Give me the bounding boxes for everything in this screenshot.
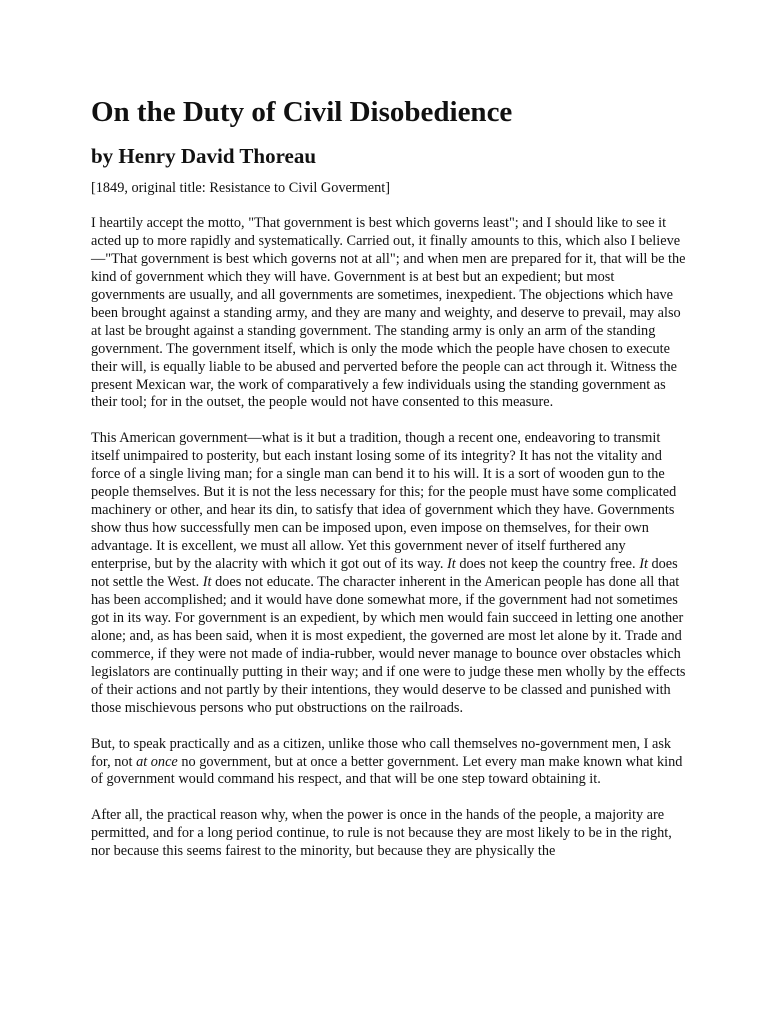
publication-note: [1849, original title: Resistance to Civil Goverment] — [91, 180, 390, 196]
paragraph-2-text-c: does not settle the West. — [91, 556, 678, 590]
paragraph-1: I heartily accept the motto, "That government is best which governs least"; and I should like to see it acted up to more rapidly and systematically. Carried out, it finally amounts to this, which also I believe—"That government is best which governs not at all"; and when men are prepared for it, that will be the kind of government which they will have. Government is at best but an expedient; but most governments are usually, and all governments are sometimes, inexpedient. The objections which have been brought against a standing army, and they are many and weighty, and deserve to prevail, may also at last be brought against a standing government. The standing army is only an arm of the standing government. The government itself, which is only the mode which the people have chosen to execute their will, is equally liable to be abused and perverted before the people can act through it. Witness the present Mexican war, the work of comparatively a few individuals using the standing government as their tool; for in the outset, the people would not have consented to this measure. — [91, 214, 686, 411]
paragraph-4: After all, the practical reason why, when the power is once in the hands of the people, a majority are permitted, and for a long period continue, to rule is not because they are most likely to be in the right, nor because this seems fairest to the minority, but because they are physically the — [91, 807, 672, 860]
paragraph-2 — [91, 430, 687, 717]
document-byline: by Henry David Thoreau — [91, 144, 317, 168]
paragraph-2-text-a: This American government—what is it but a tradition, though a recent one, endeavoring to transmit itself unimpaired to posterity, but each instant losing some of its integrity? It has not the vitality and force of a single living man; for a single man can bend it to his will. It is a sort of wooden gun to the people themselves. But it is not the less necessary for this; for the people must have some complicated machinery or other, and hear its din, to satisfy that idea of government which they have. Governments show thus how successfully men can be imposed upon, even impose on themselves, for their own advantage. It is excellent, we must all allow. Yet this government never of itself furthered any enterprise, but by the alacrity with which it got out of its way. — [91, 430, 677, 573]
paragraph-2-text-d: does not educate. The character inherent in the American people has done all that has been accomplished; and it would have done somewhat more, if the government had not sometimes got in its way. For government is an expedient, by which men would fain succeed in letting one another alone; and, as has been said, when it is most expedient, the governed are most let alone by it. Trade and commerce, if they were not made of india-rubber, would never manage to bounce over obstacles which legislators are continually putting in their way; and if one were to judge these men wholly by the effects of their actions and not partly by their intentions, they would deserve to be classed and punished with those mischievous persons who put obstructions on the railroads. — [91, 574, 686, 716]
paragraph-2-emphasis-2: It — [639, 556, 648, 573]
document-title: On the Duty of Civil Disobedience — [91, 96, 513, 128]
paragraph-3-text-a: But, to speak practically and as a citizen, unlike those who call themselves no-government men, I ask for, not — [91, 735, 672, 770]
paragraph-2-emphasis-3: It — [202, 574, 212, 590]
paragraph-3-text-b: no government, but at once a better government. Let every man make known what kind of government would command his respect, and that will be one step toward obtaining it. — [91, 753, 683, 788]
paragraph-3-emphasis: at once — [136, 753, 178, 770]
paragraph-3 — [91, 736, 687, 790]
paragraph-2-emphasis-1: It — [447, 556, 456, 573]
paragraph-2-text-b: does not keep the country free. — [459, 556, 636, 573]
document-page — [91, 94, 687, 879]
